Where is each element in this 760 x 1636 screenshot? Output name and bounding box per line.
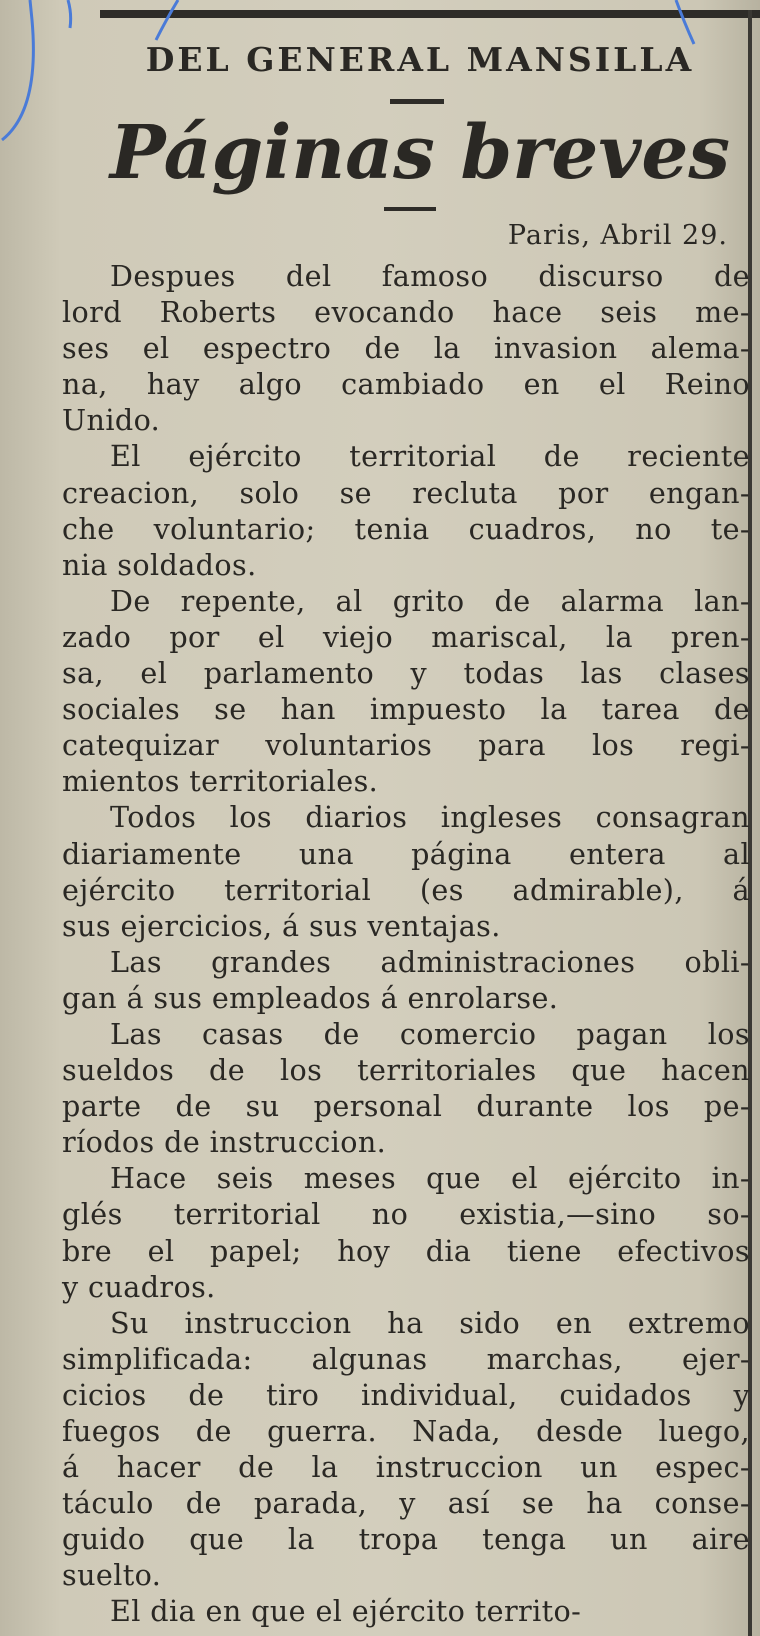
paragraph-line: nia soldados. <box>62 547 257 582</box>
paragraph-line: lord Roberts evocando hace seis me- <box>62 295 750 330</box>
paragraph-line: Despues del famoso discurso de <box>110 259 750 293</box>
paragraph-line: sus ejercicios, á sus ventajas. <box>62 908 501 943</box>
paragraph-line: creacion, solo se recluta por engan- <box>62 475 750 510</box>
paragraph-line: bre el papel; hoy dia tiene efectivos <box>62 1233 750 1268</box>
paragraph-line: Las casas de comercio pagan los <box>110 1016 750 1051</box>
paragraph-line: táculo de parada, y así se ha conse- <box>62 1486 750 1521</box>
article-body <box>62 258 750 1630</box>
paragraph-line: guido que la tropa tenga un aire <box>62 1522 750 1557</box>
paragraph-line: Todos los diarios ingleses consagran <box>110 800 750 835</box>
paragraph-line: ses el espectro de la invasion alema- <box>62 331 750 366</box>
paragraph-line: sueldos de los territoriales que hacen <box>62 1053 750 1088</box>
paragraph-line: sa, el parlamento y todas las clases <box>62 656 750 691</box>
paragraph-line: ejército territorial (es admirable), á <box>62 872 750 907</box>
kicker-dash <box>390 99 444 104</box>
paragraph-line: na, hay algo cambiado en el Reino <box>62 367 750 402</box>
paragraph-line: El dia en que el ejército territo- <box>110 1594 582 1629</box>
paragraph-line: mientos territoriales. <box>62 764 379 799</box>
paragraph-line: á hacer de la instruccion un espec- <box>62 1450 750 1485</box>
article-title: Páginas breves <box>109 110 731 196</box>
paragraph-line: Su instruccion ha sido en extremo <box>110 1305 750 1340</box>
paragraph-line: zado por el viejo mariscal, la pren- <box>62 619 750 654</box>
paragraph-line: sociales se han impuesto la tarea de <box>62 692 750 727</box>
paragraph-line: El ejército territorial de reciente <box>110 439 750 474</box>
paragraph-line: De repente, al grito de alarma lan- <box>110 583 750 618</box>
title-dash <box>384 207 436 211</box>
paragraph-line: y cuadros. <box>62 1269 216 1304</box>
paragraph-line: simplificada: algunas marchas, ejer- <box>62 1341 750 1376</box>
paragraph-line: glés territorial no existia,—sino so- <box>62 1197 750 1232</box>
dateline: Paris, Abril 29. <box>507 220 728 251</box>
paragraph-line: parte de su personal durante los pe- <box>62 1089 750 1124</box>
paragraph-line: catequizar voluntarios para los regi- <box>62 728 750 763</box>
paragraph-line: Hace seis meses que el ejército in- <box>110 1161 750 1196</box>
article-kicker: DEL GENERAL MANSILLA <box>145 40 695 79</box>
paragraph-line: suelto. <box>62 1558 162 1593</box>
paragraph-line: Las grandes administraciones obli- <box>110 944 750 979</box>
paragraph-line: Unido. <box>62 403 161 438</box>
paragraph-line: diariamente una página entera al <box>62 836 750 871</box>
paragraph-line: fuegos de guerra. Nada, desde luego, <box>62 1414 750 1448</box>
paragraph-line: cicios de tiro individual, cuidados y <box>62 1377 750 1412</box>
paragraph-line: gan á sus empleados á enrolarse. <box>62 980 559 1015</box>
paragraph-line: ríodos de instruccion. <box>62 1125 387 1160</box>
paragraph-line: che voluntario; tenia cuadros, no te- <box>62 511 750 546</box>
